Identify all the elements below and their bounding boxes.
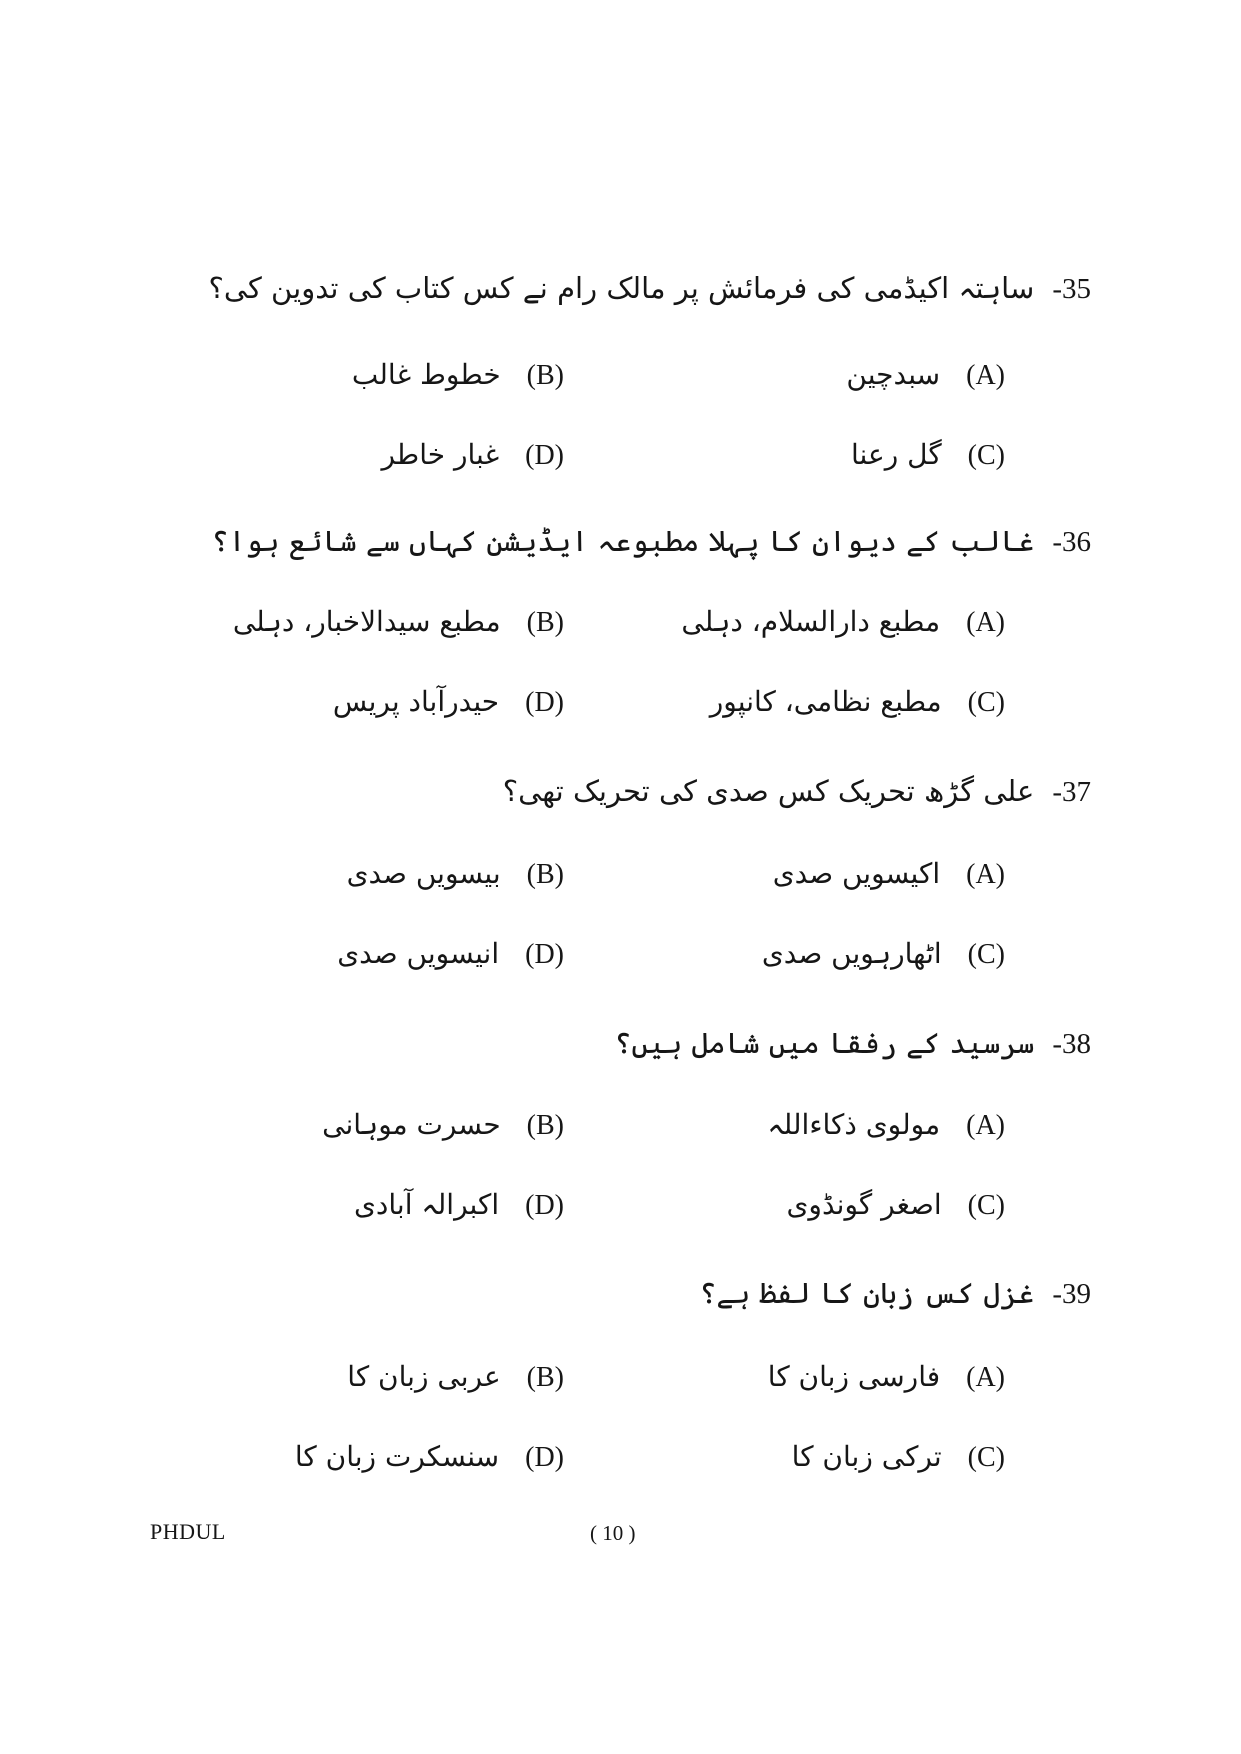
option-letter: (C) [967,939,1005,970]
question-row [614,1025,1091,1062]
question-number: 39- [1052,1278,1091,1310]
option-letter: (B) [526,859,564,890]
question-text: سرسید کے رفقا میں شامل ہیں؟ [614,1026,1035,1060]
option-text: اکیسویں صدی [772,857,941,890]
option-text: مطبع سیدالاخبار، دہلی [232,605,501,638]
option-letter: (D) [525,1190,564,1221]
question-row [699,1275,1091,1312]
question-text: ساہتہ اکیڈمی کی فرمائش پر مالک رام نے کس کتاب کی تدوین کی؟ [208,271,1035,305]
option-b [352,358,564,393]
option-letter: (B) [526,1362,564,1393]
option-text: سبدچین [846,358,941,391]
option-text: گل رعنا [851,438,942,471]
question-row [211,523,1091,560]
option-b [347,857,564,892]
option-a [768,1360,1005,1395]
option-text: فارسی زبان کا [767,1360,941,1393]
option-letter: (D) [525,1442,564,1473]
option-c [762,937,1005,972]
option-letter: (C) [967,687,1005,718]
option-text: سنسکرت زبان کا [294,1440,500,1473]
option-text: مطبع دارالسلام، دہلی [681,605,941,638]
option-a [773,857,1005,892]
option-text: حیدرآباد پریس [332,685,500,718]
option-b [233,605,564,640]
option-letter: (A) [966,1110,1005,1141]
option-d [337,937,564,972]
page-number: ( 10 ) [590,1521,636,1545]
option-letter: (A) [966,1362,1005,1393]
option-letter: (A) [966,607,1005,638]
question-number: 36- [1052,526,1091,558]
option-letter: (B) [526,607,564,638]
option-text: اصغر گونڈوی [786,1188,942,1221]
option-b [322,1108,564,1143]
option-d [333,685,564,720]
option-c [851,438,1005,473]
option-letter: (C) [967,1190,1005,1221]
option-a [681,605,1005,640]
option-a [767,1108,1005,1143]
option-text: ترکی زبان کا [791,1440,942,1473]
option-text: غبار خاطر [381,438,500,471]
option-d [354,1188,564,1223]
option-letter: (A) [966,360,1005,391]
option-text: مطبع نظامی، کانپور [709,685,942,718]
option-text: مولوی ذکاءاللہ [767,1108,941,1141]
question-row [503,773,1091,810]
option-text: بیسویں صدی [346,857,501,890]
option-letter: (D) [525,687,564,718]
option-d [381,438,564,473]
option-letter: (C) [967,1442,1005,1473]
question-number: 37- [1052,776,1091,808]
option-c [792,1440,1005,1475]
option-letter: (B) [526,360,564,391]
question-text: علی گڑھ تحریک کس صدی کی تحریک تھی؟ [502,774,1035,808]
option-text: حسرت موہانی [322,1108,501,1141]
option-a [846,358,1005,393]
option-d [295,1440,564,1475]
option-c [787,1188,1005,1223]
option-text: انیسویں صدی [337,937,500,970]
option-b [347,1360,564,1395]
option-letter: (D) [525,440,564,471]
option-text: خطوط غالب [351,358,501,391]
paper-code: PHDUL [150,1519,226,1544]
option-text: عربی زبان کا [347,1360,501,1393]
option-letter: (D) [525,939,564,970]
question-row [208,270,1091,307]
option-c [710,685,1005,720]
option-letter: (A) [966,859,1005,890]
question-number: 35- [1052,273,1091,305]
question-number: 38- [1052,1028,1091,1060]
question-text: غزل کس زبان کا لفظ ہے؟ [699,1276,1035,1310]
option-letter: (C) [967,440,1005,471]
option-letter: (B) [526,1110,564,1141]
option-text: اکبرالہ آبادی [353,1188,500,1221]
question-text: غالب کے دیوان کا پہلا مطبوعہ ایڈیشن کہاں سے شائع ہوا؟ [211,524,1035,558]
option-text: اٹھارہویں صدی [761,937,942,970]
